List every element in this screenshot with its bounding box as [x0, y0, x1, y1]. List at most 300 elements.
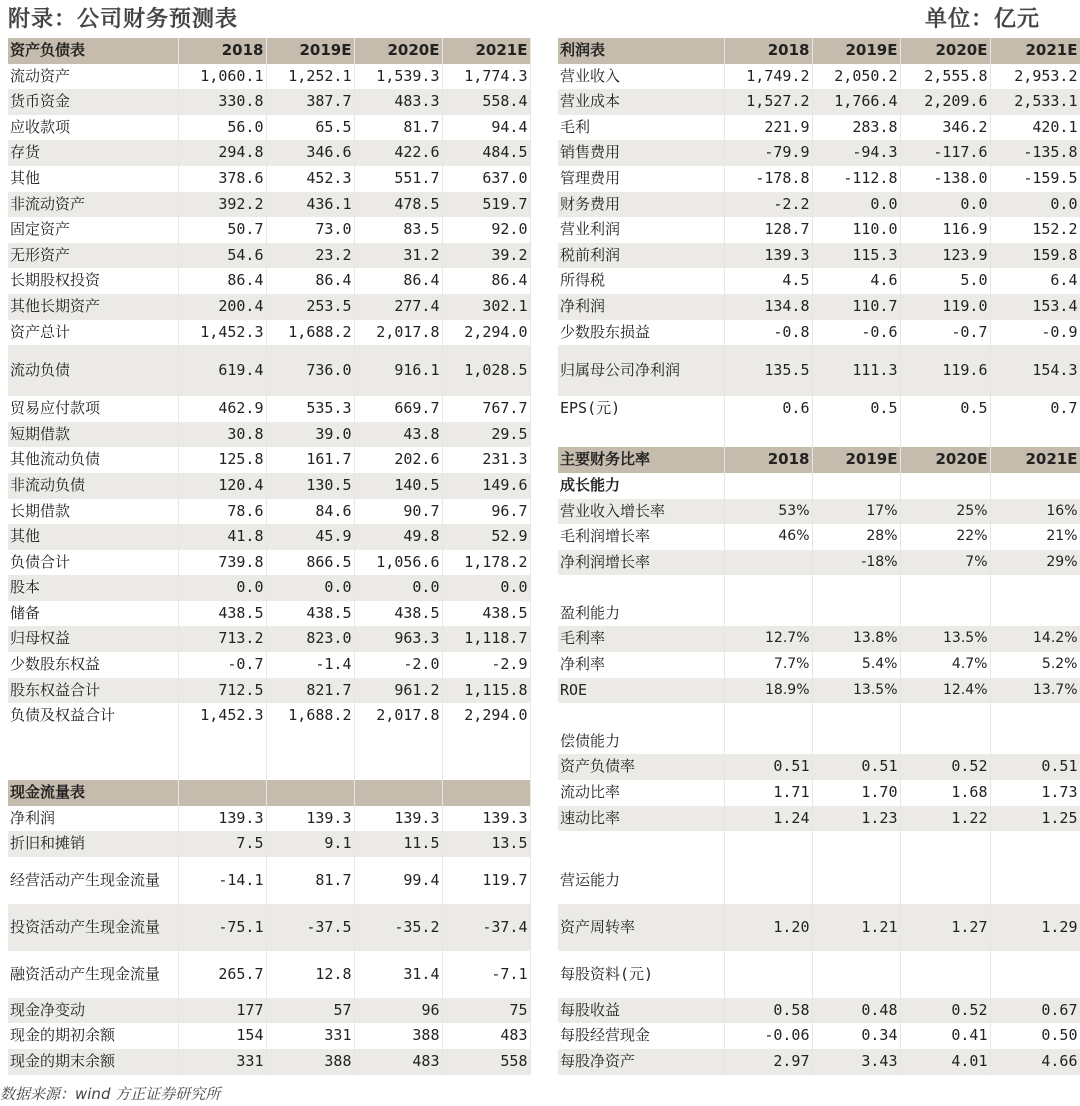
cell-value: 0.0 [354, 575, 442, 601]
table-row [8, 396, 530, 422]
cell-value: 75 [442, 998, 530, 1024]
cell-value: -94.3 [812, 140, 900, 166]
cell-value [266, 729, 354, 755]
cell-value: 551.7 [354, 166, 442, 192]
cell-value: 1,028.5 [442, 345, 530, 396]
row-label [558, 703, 724, 729]
cell-value [354, 729, 442, 755]
cell-value: 54.6 [178, 243, 266, 269]
table-row [8, 951, 530, 998]
cell-value: 56.0 [178, 115, 266, 141]
cell-value [812, 729, 900, 755]
cell-value: 1,452.3 [178, 320, 266, 346]
table-row [558, 524, 1080, 550]
cell-value: -0.06 [724, 1023, 812, 1049]
row-label: 折旧和摊销 [8, 831, 178, 857]
cell-value: 388 [266, 1049, 354, 1075]
table-row [8, 857, 530, 904]
cell-value: 2018 [178, 38, 266, 64]
cell-value: 43.8 [354, 422, 442, 448]
cell-value [442, 754, 530, 780]
cell-value: 73.0 [266, 217, 354, 243]
cell-value: 139.3 [266, 806, 354, 832]
row-label: 投资活动产生现金流量 [8, 904, 178, 951]
cell-value: 25% [900, 499, 990, 525]
cell-value [724, 857, 812, 904]
row-label: 管理费用 [558, 166, 724, 192]
cell-value: 1,774.3 [442, 64, 530, 90]
table-row [558, 89, 1080, 115]
cell-value: 2021E [442, 38, 530, 64]
cell-value: 2020E [900, 38, 990, 64]
cell-value: 86.4 [178, 268, 266, 294]
right-tables [558, 38, 1080, 1075]
empty-row [558, 703, 1080, 729]
cell-value [990, 473, 1080, 499]
cell-value: -75.1 [178, 904, 266, 951]
table-row [8, 294, 530, 320]
cell-value: -2.0 [354, 652, 442, 678]
cell-value: -117.6 [900, 140, 990, 166]
row-label: 短期借款 [8, 422, 178, 448]
cell-value [990, 575, 1080, 601]
cell-value: -0.7 [178, 652, 266, 678]
cell-value: 3.43 [812, 1049, 900, 1075]
cell-value: 961.2 [354, 678, 442, 704]
cell-value [812, 601, 900, 627]
row-label: 应收款项 [8, 115, 178, 141]
cell-value: 452.3 [266, 166, 354, 192]
section-label [558, 951, 1080, 998]
cell-value: 139.3 [354, 806, 442, 832]
cell-value [990, 857, 1080, 904]
cell-value: 1.23 [812, 806, 900, 832]
table-row [8, 806, 530, 832]
cell-value: 86.4 [354, 268, 442, 294]
table-row [558, 192, 1080, 218]
cell-value: 0.6 [724, 396, 812, 422]
cell-value: 438.5 [354, 601, 442, 627]
cell-value: 45.9 [266, 524, 354, 550]
cell-value [990, 951, 1080, 998]
row-label: 资产负债表 [8, 38, 178, 64]
cell-value: 231.3 [442, 447, 530, 473]
table-row [8, 1049, 530, 1075]
cell-value: 2018 [724, 38, 812, 64]
row-label: 毛利润增长率 [558, 524, 724, 550]
cell-value [354, 780, 442, 806]
row-label: 营运能力 [558, 857, 724, 904]
cell-value: 1.24 [724, 806, 812, 832]
cell-value: 130.5 [266, 473, 354, 499]
cell-value: 12.4% [900, 678, 990, 704]
row-label: 财务费用 [558, 192, 724, 218]
table-row [8, 998, 530, 1024]
table-row [558, 754, 1080, 780]
cell-value: 125.8 [178, 447, 266, 473]
cell-value: 135.5 [724, 345, 812, 396]
row-label: 营业利润 [558, 217, 724, 243]
cell-value: 1.71 [724, 780, 812, 806]
cell-value: 0.50 [990, 1023, 1080, 1049]
cell-value: -178.8 [724, 166, 812, 192]
table-row [558, 345, 1080, 396]
row-label [8, 729, 178, 755]
table-row [8, 601, 530, 627]
cell-value: 0.0 [178, 575, 266, 601]
cell-value: -35.2 [354, 904, 442, 951]
cell-value: 0.67 [990, 998, 1080, 1024]
cell-value: 1.22 [900, 806, 990, 832]
cell-value: 1.27 [900, 904, 990, 951]
cell-value: 16% [990, 499, 1080, 525]
row-label: 负债及权益合计 [8, 703, 178, 729]
cell-value: 1,115.8 [442, 678, 530, 704]
cell-value: 7% [900, 550, 990, 576]
cell-value: 519.7 [442, 192, 530, 218]
cell-value: 123.9 [900, 243, 990, 269]
cell-value: -7.1 [442, 951, 530, 998]
empty-row [8, 729, 530, 755]
table-row [8, 652, 530, 678]
cell-value: 2.97 [724, 1049, 812, 1075]
cell-value: 81.7 [266, 857, 354, 904]
table-row [8, 550, 530, 576]
row-label: 流动资产 [8, 64, 178, 90]
cell-value: 0.58 [724, 998, 812, 1024]
cell-value: -37.5 [266, 904, 354, 951]
cell-value: 139.3 [442, 806, 530, 832]
cell-value: 438.5 [442, 601, 530, 627]
table-row [8, 192, 530, 218]
cell-value: 94.4 [442, 115, 530, 141]
cell-value [724, 575, 812, 601]
cell-value [812, 857, 900, 904]
row-label: 现金的期初余额 [8, 1023, 178, 1049]
unit-label: 单位：亿元 [924, 6, 1040, 32]
cell-value: -0.7 [900, 320, 990, 346]
table-row [8, 217, 530, 243]
cell-value: 483 [354, 1049, 442, 1075]
cell-value: 52.9 [442, 524, 530, 550]
empty-row [558, 831, 1080, 857]
cell-value: 46% [724, 524, 812, 550]
empty-row [558, 422, 1080, 448]
row-label: 流动负债 [8, 345, 178, 396]
cell-value: 0.0 [442, 575, 530, 601]
cell-value: 483 [442, 1023, 530, 1049]
cell-value [990, 729, 1080, 755]
cell-value: 2020E [900, 447, 990, 473]
cell-value: 739.8 [178, 550, 266, 576]
row-label: 少数股东损益 [558, 320, 724, 346]
cell-value [724, 473, 812, 499]
cell-value: 0.52 [900, 998, 990, 1024]
row-label: EPS(元) [558, 396, 724, 422]
table-row [8, 140, 530, 166]
cell-value: 5.4% [812, 652, 900, 678]
cell-value: 13.5% [812, 678, 900, 704]
cell-value: 99.4 [354, 857, 442, 904]
income-header [558, 38, 1080, 64]
cell-value: 294.8 [178, 140, 266, 166]
cell-value [900, 729, 990, 755]
cell-value: 1,527.2 [724, 89, 812, 115]
table-row [8, 422, 530, 448]
cell-value: 152.2 [990, 217, 1080, 243]
cell-value: 2,017.8 [354, 320, 442, 346]
table-row [8, 320, 530, 346]
row-label: 销售费用 [558, 140, 724, 166]
cell-value: 153.4 [990, 294, 1080, 320]
section-label [558, 857, 1080, 904]
cell-value: 110.7 [812, 294, 900, 320]
cell-value: 0.5 [812, 396, 900, 422]
row-label: 资产负债率 [558, 754, 724, 780]
row-label: 现金流量表 [8, 780, 178, 806]
table-row [558, 243, 1080, 269]
cell-value: 478.5 [354, 192, 442, 218]
cell-value: -159.5 [990, 166, 1080, 192]
cell-value: 2,294.0 [442, 320, 530, 346]
table-row [8, 345, 530, 396]
table-row [8, 166, 530, 192]
table-row [558, 1023, 1080, 1049]
cell-value: 558.4 [442, 89, 530, 115]
cell-value: 30.8 [178, 422, 266, 448]
cell-value: 2,050.2 [812, 64, 900, 90]
cell-value: 2019E [812, 447, 900, 473]
table-row [8, 904, 530, 951]
row-label: 盈利能力 [558, 601, 724, 627]
row-label: 存货 [8, 140, 178, 166]
cell-value: 154 [178, 1023, 266, 1049]
row-label [8, 754, 178, 780]
cell-value: 111.3 [812, 345, 900, 396]
row-label: 现金净变动 [8, 998, 178, 1024]
cell-value [990, 422, 1080, 448]
cell-value: 134.8 [724, 294, 812, 320]
cell-value: 139.3 [724, 243, 812, 269]
row-label: 净利率 [558, 652, 724, 678]
cell-value [178, 780, 266, 806]
empty-row [558, 575, 1080, 601]
row-label: 流动比率 [558, 780, 724, 806]
row-label: 其他流动负债 [8, 447, 178, 473]
cell-value: 0.0 [990, 192, 1080, 218]
cell-value: 283.8 [812, 115, 900, 141]
table-row [558, 652, 1080, 678]
cell-value [812, 422, 900, 448]
cell-value: 0.41 [900, 1023, 990, 1049]
cell-value: -0.9 [990, 320, 1080, 346]
cell-value: 116.9 [900, 217, 990, 243]
cell-value: 120.4 [178, 473, 266, 499]
cell-value: 302.1 [442, 294, 530, 320]
table-row [8, 678, 530, 704]
cash-flow-header [8, 780, 530, 806]
cell-value [990, 703, 1080, 729]
cell-value [990, 831, 1080, 857]
cell-value: 29% [990, 550, 1080, 576]
cell-value: 9.1 [266, 831, 354, 857]
cell-value: 346.6 [266, 140, 354, 166]
balance-sheet-header [8, 38, 530, 64]
cell-value: 12.8 [266, 951, 354, 998]
cell-value: 484.5 [442, 140, 530, 166]
cell-value [266, 780, 354, 806]
cell-value: 14.2% [990, 626, 1080, 652]
row-label: 每股资料(元) [558, 951, 724, 998]
cell-value: 331 [266, 1023, 354, 1049]
cell-value: 4.01 [900, 1049, 990, 1075]
row-label [558, 575, 724, 601]
table-row [8, 1023, 530, 1049]
cell-value [354, 754, 442, 780]
table-row [8, 499, 530, 525]
cell-value: 1.29 [990, 904, 1080, 951]
cell-value: 4.66 [990, 1049, 1080, 1075]
row-label: 长期股权投资 [8, 268, 178, 294]
cell-value: 86.4 [266, 268, 354, 294]
table-row [8, 626, 530, 652]
cell-value: 0.52 [900, 754, 990, 780]
row-label: 每股收益 [558, 998, 724, 1024]
cell-value: 18.9% [724, 678, 812, 704]
table-row [8, 831, 530, 857]
cell-value [812, 703, 900, 729]
cell-value: 1,178.2 [442, 550, 530, 576]
row-label: 负债合计 [8, 550, 178, 576]
cell-value [178, 729, 266, 755]
cell-value: -135.8 [990, 140, 1080, 166]
cell-value: 13.7% [990, 678, 1080, 704]
cell-value: 2019E [812, 38, 900, 64]
cell-value [900, 422, 990, 448]
row-label: 归属母公司净利润 [558, 345, 724, 396]
table-row [558, 166, 1080, 192]
row-label: 储备 [8, 601, 178, 627]
cell-value: -37.4 [442, 904, 530, 951]
cell-value: 2,533.1 [990, 89, 1080, 115]
row-label: 固定资产 [8, 217, 178, 243]
row-label: 偿债能力 [558, 729, 724, 755]
row-label: 营业收入 [558, 64, 724, 90]
cell-value: 29.5 [442, 422, 530, 448]
cell-value: 4.6 [812, 268, 900, 294]
cell-value: 12.7% [724, 626, 812, 652]
row-label [558, 422, 724, 448]
cell-value: 0.7 [990, 396, 1080, 422]
cell-value: 558 [442, 1049, 530, 1075]
cell-value [812, 951, 900, 998]
cell-value: 1,060.1 [178, 64, 266, 90]
cell-value [442, 729, 530, 755]
cell-value: 2021E [990, 38, 1080, 64]
empty-row [8, 754, 530, 780]
cell-value: 1,688.2 [266, 320, 354, 346]
cell-value: 96.7 [442, 499, 530, 525]
row-label: 少数股东权益 [8, 652, 178, 678]
row-label: 成长能力 [558, 473, 724, 499]
cell-value: 378.6 [178, 166, 266, 192]
cell-value [266, 754, 354, 780]
cell-value: 2019E [266, 38, 354, 64]
table-row [558, 115, 1080, 141]
table-row [558, 998, 1080, 1024]
cell-value: 392.2 [178, 192, 266, 218]
row-label: 所得税 [558, 268, 724, 294]
cell-value: 422.6 [354, 140, 442, 166]
cell-value: 2021E [990, 447, 1080, 473]
cell-value [178, 754, 266, 780]
cell-value: 436.1 [266, 192, 354, 218]
row-label: 税前利润 [558, 243, 724, 269]
cell-value: 202.6 [354, 447, 442, 473]
row-label: 营业成本 [558, 89, 724, 115]
row-label: 每股经营现金 [558, 1023, 724, 1049]
cell-value: 81.7 [354, 115, 442, 141]
data-source-note: 数据来源：wind 方正证券研究所 [0, 1085, 221, 1103]
cell-value: 1,688.2 [266, 703, 354, 729]
table-row [8, 575, 530, 601]
cell-value [900, 951, 990, 998]
cell-value: 53% [724, 499, 812, 525]
cell-value: 0.34 [812, 1023, 900, 1049]
table-row [558, 396, 1080, 422]
cell-value: 0.0 [266, 575, 354, 601]
row-label: 非流动资产 [8, 192, 178, 218]
table-row [558, 904, 1080, 951]
cell-value: 140.5 [354, 473, 442, 499]
row-label: 非流动负债 [8, 473, 178, 499]
row-label: 速动比率 [558, 806, 724, 832]
row-label: 长期借款 [8, 499, 178, 525]
cell-value: -18% [812, 550, 900, 576]
cell-value: 963.3 [354, 626, 442, 652]
table-row [558, 268, 1080, 294]
cell-value: 41.8 [178, 524, 266, 550]
table-row [558, 780, 1080, 806]
cell-value: -138.0 [900, 166, 990, 192]
cell-value: 1.68 [900, 780, 990, 806]
cell-value: 462.9 [178, 396, 266, 422]
cell-value: 13.8% [812, 626, 900, 652]
cell-value: 154.3 [990, 345, 1080, 396]
cell-value: 57 [266, 998, 354, 1024]
cell-value: 92.0 [442, 217, 530, 243]
cell-value: 1.25 [990, 806, 1080, 832]
cell-value: 177 [178, 998, 266, 1024]
cell-value: 13.5 [442, 831, 530, 857]
table-row [8, 447, 530, 473]
cell-value [724, 422, 812, 448]
row-label: 经营活动产生现金流量 [8, 857, 178, 904]
cell-value [900, 601, 990, 627]
cell-value: 39.2 [442, 243, 530, 269]
cell-value: 1,539.3 [354, 64, 442, 90]
cell-value: 823.0 [266, 626, 354, 652]
row-label: 股本 [8, 575, 178, 601]
table-row [558, 1049, 1080, 1075]
cell-value: 17% [812, 499, 900, 525]
cell-value [724, 550, 812, 576]
cell-value: 1,766.4 [812, 89, 900, 115]
table-row [558, 499, 1080, 525]
cell-value: 128.7 [724, 217, 812, 243]
table-row [8, 268, 530, 294]
row-label: 贸易应付款项 [8, 396, 178, 422]
